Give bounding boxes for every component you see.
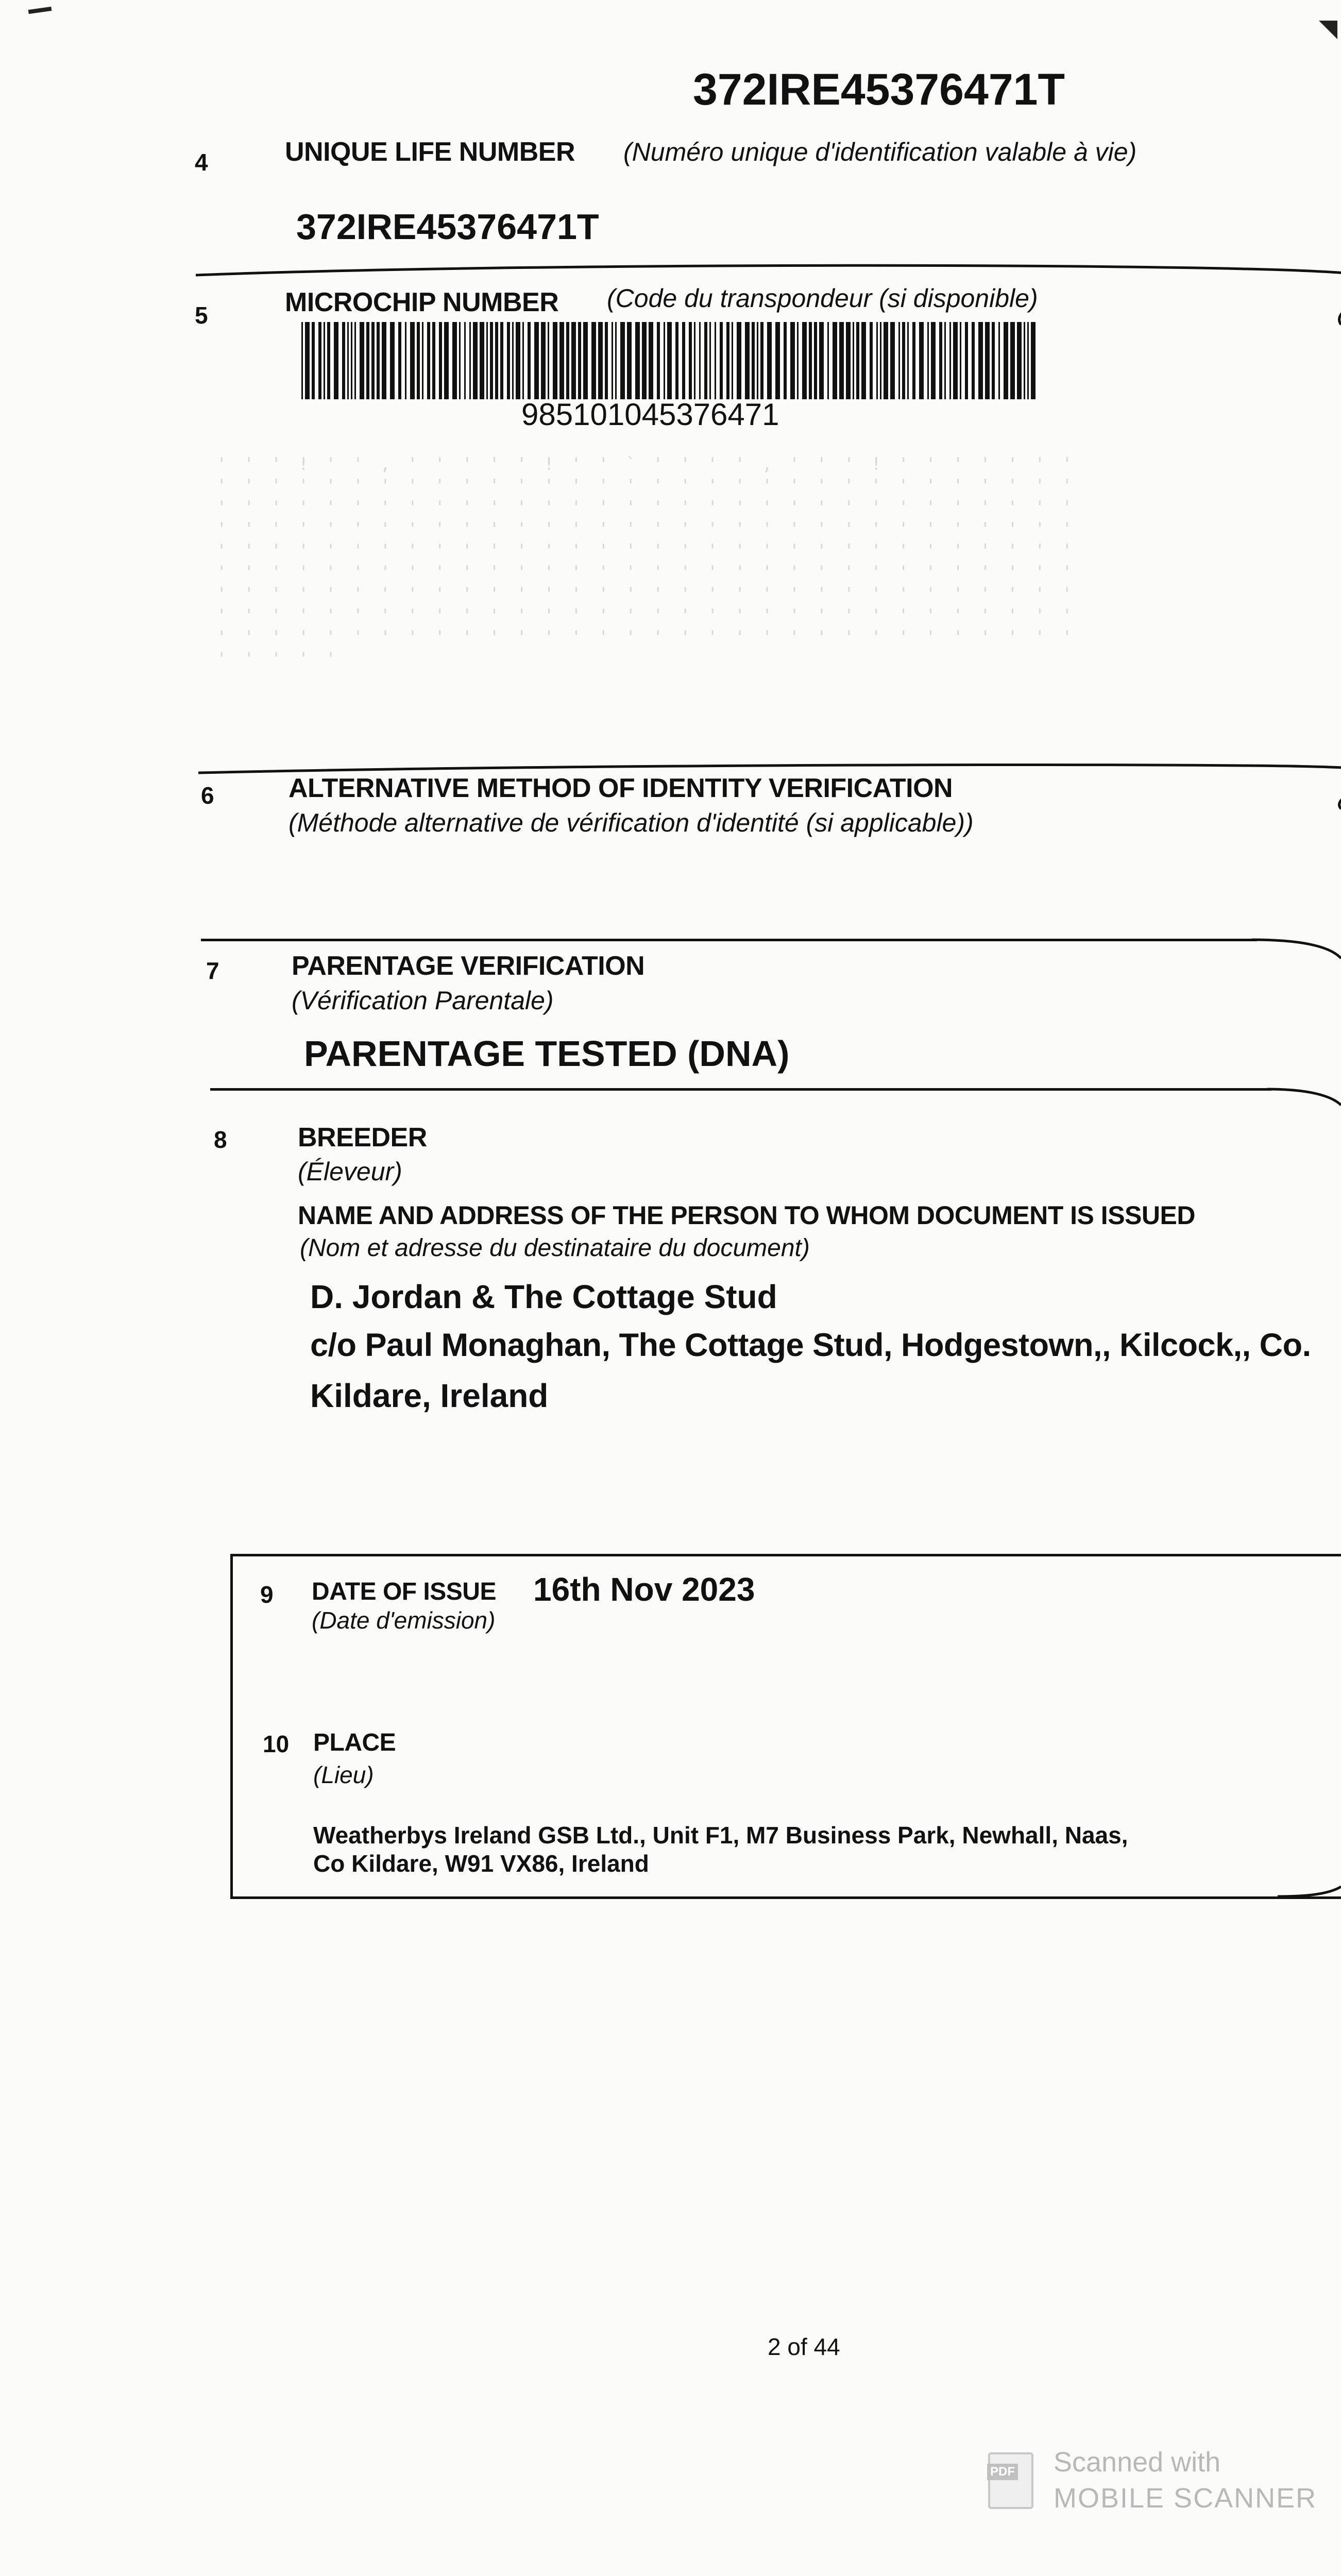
section-5-number: 5 [195, 302, 208, 329]
barcode-bar [405, 322, 406, 399]
barcode-bar [410, 322, 415, 399]
barcode-bar [571, 322, 576, 399]
barcode-bar [767, 322, 772, 399]
barcode-bar [1004, 322, 1008, 399]
recipient-name: D. Jordan & The Cottage Stud [310, 1278, 777, 1315]
section-5-label-fr: (Code du transpondeur (si disponible) [607, 284, 1038, 313]
section-7-label: PARENTAGE VERIFICATION [292, 951, 645, 981]
barcode-bar [870, 322, 873, 399]
barcode-bar [814, 322, 817, 399]
barcode-bar [833, 322, 837, 399]
recipient-name-address-label-fr: (Nom et adresse du destinataire du document) [300, 1234, 810, 1262]
barcode-bar [931, 322, 936, 399]
barcode-bar [583, 322, 588, 399]
barcode-bar [1010, 322, 1015, 399]
barcode-bar [459, 322, 461, 399]
barcode-bar [377, 322, 380, 399]
barcode-bar [522, 322, 524, 399]
barcode-bar [978, 322, 983, 399]
barcode-bar [709, 322, 711, 399]
barcode-icon [301, 322, 1036, 399]
barcode-bar [802, 322, 807, 399]
barcode-bar [578, 322, 581, 399]
barcode-bar [351, 322, 352, 399]
barcode-bar [949, 322, 951, 399]
barcode-bar [605, 322, 608, 399]
barcode-bar [972, 322, 975, 399]
barcode-bar [745, 322, 750, 399]
section-10-label: PLACE [313, 1729, 396, 1756]
barcode-bar [439, 322, 442, 399]
barcode-bar [919, 322, 924, 399]
barcode-bar [846, 322, 851, 399]
barcode-bar [939, 322, 942, 399]
watermark-line-2: MOBILE SCANNER [1054, 2483, 1317, 2514]
barcode-bar [752, 322, 755, 399]
place-address-line-2: Co Kildare, W91 VX86, Ireland [313, 1850, 649, 1877]
barcode-bar [620, 322, 625, 399]
barcode-bar [342, 322, 345, 399]
barcode-bar [312, 322, 315, 399]
barcode-bar [516, 322, 520, 399]
barcode-bar [912, 322, 915, 399]
section-4-label: UNIQUE LIFE NUMBER [285, 137, 575, 167]
barcode-bar [890, 322, 895, 399]
barcode-bar [898, 322, 900, 399]
barcode-bar [985, 322, 990, 399]
microchip-number: 985101045376471 [521, 397, 779, 432]
barcode-bar [699, 322, 701, 399]
barcode-bar [612, 322, 613, 399]
barcode-bar [528, 322, 531, 399]
section-10-label-fr: (Lieu) [313, 1761, 374, 1788]
barcode-bar [469, 322, 471, 399]
place-address-line-1: Weatherbys Ireland GSB Ltd., Unit F1, M7 Business Park, Newhall, Naas, [313, 1822, 1128, 1849]
bleed-through-noise: ' ' ' ! ' ' , ' ' ' ' ' ! ' ' ` ' ' ' ' , ' ' ' ! ' ' ' ' ' ' ' ' ' ' ' ' ' ' ' ' ' ' ' ' ' ' ' ' ' ' ' ' ' ' ' ' ' ' ' ' ' ' ' ' ' ' ' ' ' ' ' ' ' ' ' ' ' ' ' ' ' ' ' ' ' ' ' ' ' ' ' ' ' ' ' ' ' ' ' ' ' ' ' ' ' ' ' ' ' ' ' ' ' ' ' ' ' ' ' ' ' ' ' ' ' ' ' ' ' ' ' ' ' ' ' ' ' ' ' ' ' ' ' ' ' ' ' ' ' ' ' ' ' ' ' ' ' ' ' ' ' ' ' ' ' ' ' ' ' ' ' ' ' ' ' ' ' ' ' ' ' ' ' ' ' ' ' ' ' ' ' ' ' ' ' ' ' ' ' ' ' ' ' ' ' ' ' ' ' ' ' ' ' ' ' ' ' ' ' ' ' ' ' ' ' ' ' ' ' ' ' ' ' ' ' ' ' ' ' ' ' ' ' ' ' ' ' ' ' ' ' ' ' ' ' ' ' ' ' ' ' ' ' ' ' ' ' ' ' ' ' ' ' ' ' ' ' ' ' ' ' ' ' ' ' ' ' ' ' ' ' ' [216, 454, 1076, 669]
barcode-bar [927, 322, 929, 399]
barcode-bar [715, 322, 716, 399]
section-9-label-fr: (Date d'emission) [312, 1607, 496, 1634]
barcode-bar [953, 322, 958, 399]
divider-line-3 [201, 939, 1257, 941]
barcode-bar [534, 322, 539, 399]
barcode-bar [627, 322, 632, 399]
barcode-bar [495, 322, 498, 399]
section-6-number: 6 [201, 782, 214, 809]
barcode-bar [371, 322, 375, 399]
barcode-bar [775, 322, 780, 399]
barcode-bar [657, 322, 660, 399]
barcode-bar [427, 322, 430, 399]
recipient-address-line-1: c/o Paul Monaghan, The Cottage Stud, Hodgestown,, Kilcock,, Co. [310, 1327, 1311, 1363]
barcode-bar [757, 322, 758, 399]
barcode-bar [839, 322, 844, 399]
pdf-icon: PDF [988, 2452, 1033, 2509]
barcode-bar [591, 322, 596, 399]
divider-line-4 [210, 1088, 1271, 1091]
barcode-bar [417, 322, 420, 399]
barcode-bar [726, 322, 729, 399]
barcode-bar [880, 322, 881, 399]
unique-life-number: 372IRE45376471T [296, 207, 599, 247]
barcode-bar [334, 322, 338, 399]
barcode-bar [760, 322, 763, 399]
barcode-bar [360, 322, 364, 399]
barcode-bar [566, 322, 569, 399]
page-number: 2 of 44 [768, 2333, 840, 2360]
barcode-bar [720, 322, 723, 399]
barcode-bar [500, 322, 503, 399]
barcode-bar [422, 322, 423, 399]
barcode-bar [301, 322, 303, 399]
barcode-bar [480, 322, 484, 399]
barcode-bar [382, 322, 386, 399]
barcode-bar [347, 322, 349, 399]
barcode-bar [464, 322, 466, 399]
barcode-bar [1027, 322, 1029, 399]
section-9-label: DATE OF ISSUE [312, 1578, 496, 1605]
divider-line-4-curl [1267, 1084, 1341, 1115]
barcode-bar [486, 322, 488, 399]
barcode-bar [992, 322, 995, 399]
barcode-bar [642, 322, 647, 399]
barcode-bar [884, 322, 888, 399]
section-5-label: MICROCHIP NUMBER [285, 287, 559, 317]
divider-line-3-curl [1252, 935, 1341, 966]
scan-corner-mark-left [28, 7, 52, 14]
barcode-bar [675, 322, 678, 399]
barcode-bar [452, 322, 457, 399]
barcode-bar [490, 322, 493, 399]
barcode-bar [354, 322, 356, 399]
barcode-bar [965, 322, 968, 399]
section-6-label-fr: (Méthode alternative de vérification d'identité (si applicable)) [288, 808, 974, 837]
barcode-bar [704, 322, 707, 399]
barcode-bar [432, 322, 435, 399]
barcode-bar [444, 322, 449, 399]
barcode-bar [615, 322, 617, 399]
barcode-bar [390, 322, 395, 399]
section-7-label-fr: (Vérification Parentale) [292, 986, 554, 1015]
barcode-bar [998, 322, 1000, 399]
parentage-verification-value: PARENTAGE TESTED (DNA) [304, 1033, 790, 1074]
barcode-bar [327, 322, 330, 399]
barcode-bar [635, 322, 640, 399]
barcode-bar [827, 322, 829, 399]
section-8-label: BREEDER [298, 1123, 427, 1153]
barcode-bar [732, 322, 733, 399]
date-of-issue-value: 16th Nov 2023 [533, 1571, 755, 1608]
barcode-bar [856, 322, 859, 399]
barcode-bar [667, 322, 672, 399]
recipient-address-line-2: Kildare, Ireland [310, 1377, 549, 1414]
barcode-bar [1031, 322, 1036, 399]
barcode-bar [366, 322, 369, 399]
barcode-bar [1024, 322, 1025, 399]
barcode-bar [737, 322, 741, 399]
barcode-bar [797, 322, 799, 399]
section-9-number: 9 [260, 1581, 274, 1608]
barcode-bar [664, 322, 665, 399]
barcode-bar [689, 322, 692, 399]
barcode-bar [944, 322, 946, 399]
barcode-bar [819, 322, 824, 399]
section-10-number: 10 [263, 1731, 290, 1757]
section-8-label-fr: (Éleveur) [298, 1157, 402, 1186]
watermark-line-1: Scanned with [1054, 2447, 1221, 2478]
section-8-number: 8 [214, 1126, 227, 1153]
barcode-bar [861, 322, 866, 399]
barcode-bar [649, 322, 653, 399]
barcode-bar [694, 322, 695, 399]
barcode-bar [324, 322, 325, 399]
barcode-bar [512, 322, 514, 399]
box-bottom-curl [1278, 1875, 1341, 1901]
barcode-bar [305, 322, 310, 399]
barcode-bar [809, 322, 812, 399]
barcode-bar [507, 322, 510, 399]
barcode-bar [960, 322, 961, 399]
scan-corner-mark-right [1319, 21, 1337, 39]
barcode-bar [876, 322, 878, 399]
barcode-bar [548, 322, 549, 399]
section-4-number: 4 [195, 149, 208, 176]
barcode-bar [318, 322, 321, 399]
barcode-bar [784, 322, 787, 399]
section-4-label-fr: (Numéro unique d'identification valable à vie) [623, 138, 1137, 166]
recipient-name-address-label: NAME AND ADDRESS OF THE PERSON TO WHOM DOCUMENT IS ISSUED [298, 1201, 1195, 1230]
barcode-bar [907, 322, 909, 399]
barcode-bar [398, 322, 401, 399]
barcode-bar [559, 322, 564, 399]
barcode-bar [902, 322, 905, 399]
barcode-bar [853, 322, 854, 399]
barcode-bar [553, 322, 557, 399]
barcode-bar [598, 322, 603, 399]
barcode-bar [682, 322, 685, 399]
header-ref-number: 372IRE45376471T [693, 65, 1065, 114]
barcode-bar [1017, 322, 1022, 399]
barcode-bar [541, 322, 546, 399]
barcode-bar [473, 322, 478, 399]
barcode-bar [790, 322, 795, 399]
section-7-number: 7 [206, 957, 219, 984]
section-6-label: ALTERNATIVE METHOD OF IDENTITY VERIFICATION [288, 773, 953, 803]
